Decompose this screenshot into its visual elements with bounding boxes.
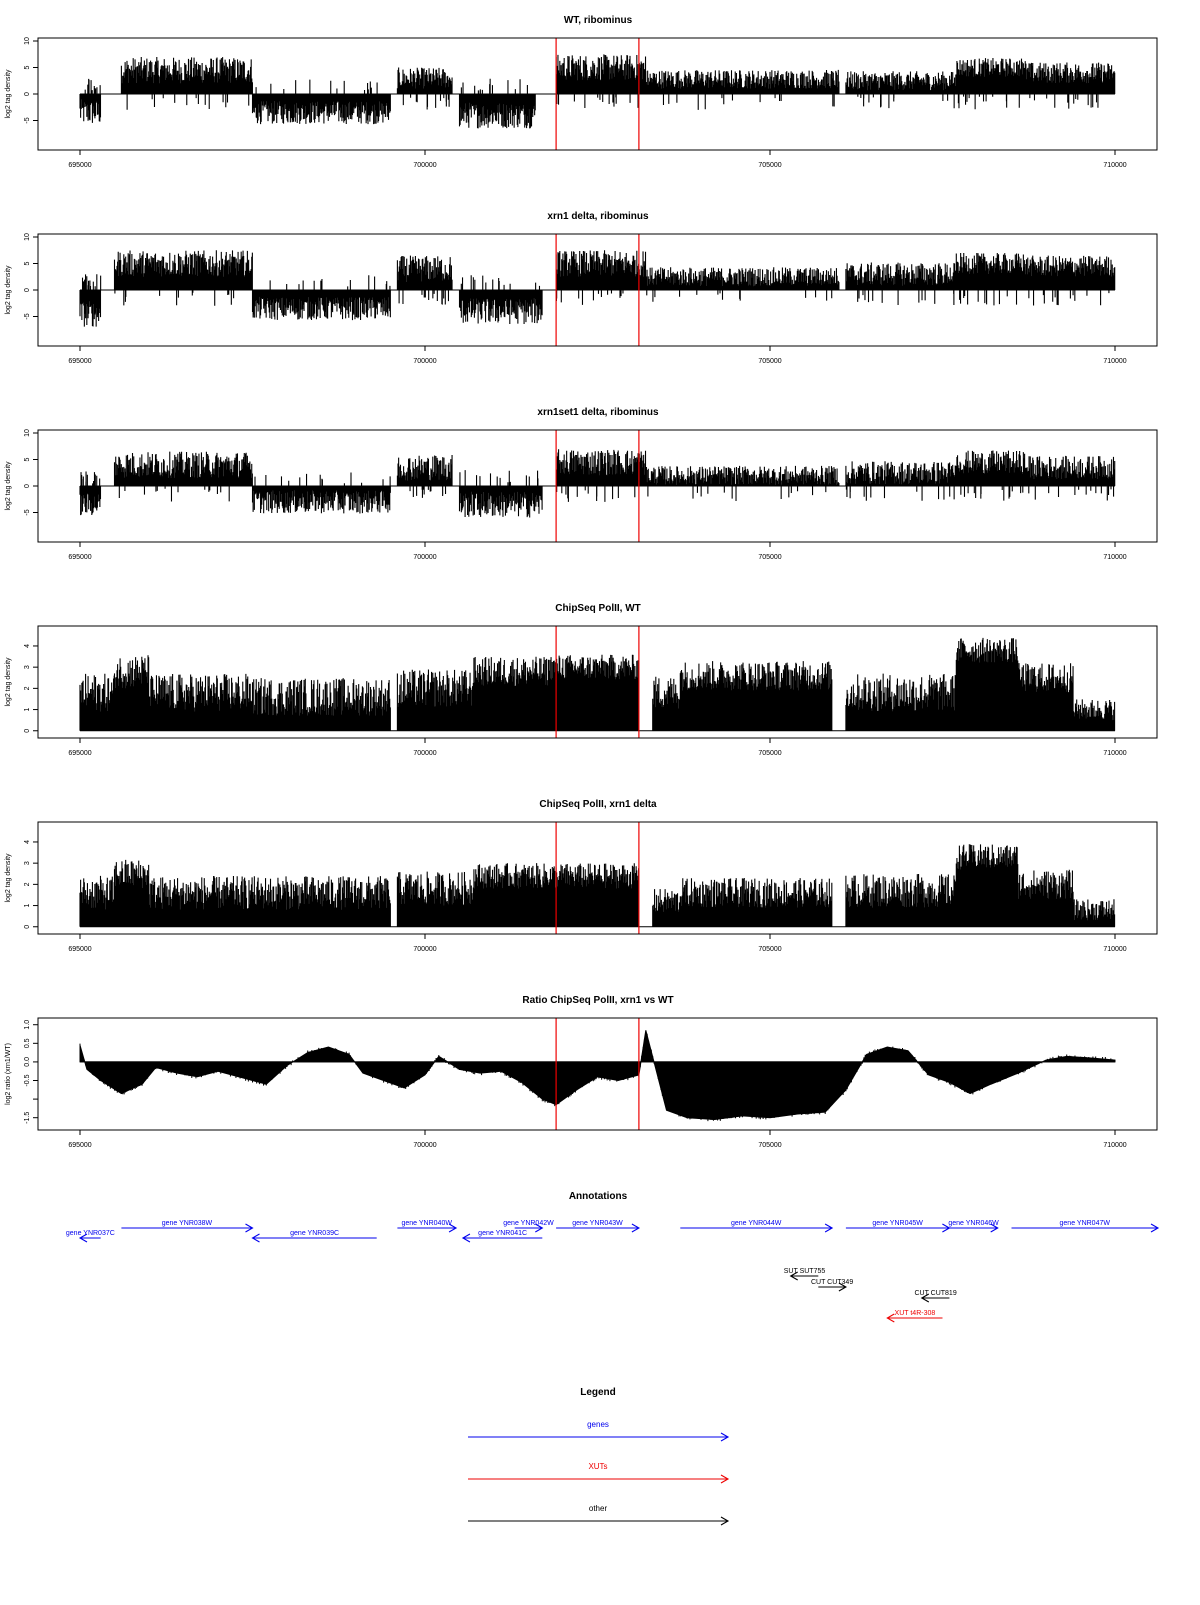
x-tick-label: 705000	[758, 554, 782, 561]
x-tick-label: 695000	[68, 1142, 92, 1149]
x-tick-label: 700000	[413, 1142, 437, 1149]
y-tick-label: 1	[24, 707, 31, 712]
chart-panel-4	[5, 603, 1157, 757]
y-tick-label: 2	[24, 882, 31, 887]
legend-arrow	[468, 1475, 728, 1483]
x-tick-label: 700000	[413, 162, 437, 169]
feature-label: XUT t4R-308	[894, 1310, 936, 1317]
chart-title: xrn1set1 delta, ribominus	[537, 407, 659, 418]
data-bars	[80, 844, 1115, 926]
feature-label: CUT CUT349	[810, 1279, 854, 1286]
y-tick-label: 10	[24, 37, 31, 45]
y-tick-label: 0	[24, 728, 31, 733]
chart-title: xrn1 delta, ribominus	[547, 211, 649, 222]
legend-title: Legend	[580, 1387, 616, 1398]
y-tick-label: 0	[24, 288, 31, 292]
feature-label: gene YNR037C	[65, 1230, 115, 1237]
x-tick-label: 695000	[68, 162, 92, 169]
feature-label: gene YNR038W	[161, 1220, 213, 1227]
x-tick-label: 710000	[1103, 162, 1127, 169]
feature-label: gene YNR040W	[401, 1220, 452, 1227]
y-tick-label: -5	[24, 509, 31, 516]
y-tick-label: 0.0	[24, 1057, 31, 1067]
feature-label: gene YNR041C	[478, 1230, 528, 1237]
x-tick-label: 710000	[1103, 358, 1127, 365]
feature-label: gene YNR045W	[872, 1220, 923, 1227]
y-tick-label: 5	[24, 261, 31, 266]
annotations-panel	[66, 1191, 1158, 1322]
feature-label: gene YNR046W	[948, 1220, 999, 1227]
x-tick-label: 695000	[68, 358, 92, 365]
legend-panel	[468, 1387, 728, 1525]
y-axis-label: log2 ratio (xrn1/WT)	[5, 1043, 12, 1105]
x-tick-label: 695000	[68, 946, 92, 953]
chart-panel-2	[5, 211, 1157, 365]
x-tick-label: 705000	[758, 162, 782, 169]
y-tick-label: 0.5	[24, 1038, 31, 1049]
x-tick-label: 710000	[1103, 750, 1127, 757]
legend-item-label: genes	[587, 1420, 609, 1429]
chart-series	[80, 54, 1115, 128]
y-tick-label: 5	[24, 457, 31, 462]
x-tick-label: 700000	[413, 750, 437, 757]
y-tick-label: 2	[24, 686, 31, 691]
y-tick-label: 10	[24, 429, 31, 437]
x-tick-label: 700000	[413, 946, 437, 953]
chart-panel-6	[5, 995, 1157, 1149]
y-tick-label: 0	[24, 924, 31, 929]
feature-label: gene YNR044W	[730, 1220, 782, 1227]
chart-title: ChipSeq PolII, xrn1 delta	[539, 799, 657, 810]
y-tick-label: 1.0	[24, 1019, 31, 1030]
chart-series	[80, 449, 1115, 517]
chart-title: Ratio ChipSeq PolII, xrn1 vs WT	[522, 995, 674, 1006]
x-tick-label: 710000	[1103, 946, 1127, 953]
x-tick-label: 695000	[68, 750, 92, 757]
y-axis-label: log2 tag density	[5, 265, 12, 315]
x-tick-label: 705000	[758, 1142, 782, 1149]
feature-label: CUT CUT819	[914, 1290, 957, 1297]
legend-item-label: other	[588, 1504, 608, 1513]
chart-panel-1	[5, 15, 1157, 169]
y-tick-label: -5	[24, 117, 31, 124]
y-tick-label: -5	[24, 313, 31, 320]
y-tick-label: 4	[24, 644, 31, 648]
data-bars	[80, 250, 1115, 326]
chart-title: ChipSeq PolII, WT	[555, 603, 641, 614]
legend-arrow	[468, 1517, 728, 1525]
y-tick-label: 10	[24, 233, 31, 241]
legend-arrow	[468, 1433, 728, 1441]
y-axis-label: log2 tag density	[5, 657, 12, 707]
x-tick-label: 705000	[758, 358, 782, 365]
data-bars	[80, 449, 1115, 517]
chart-panel-5	[5, 799, 1157, 953]
y-tick-label: -0.5	[24, 1074, 31, 1087]
x-tick-label: 695000	[68, 554, 92, 561]
y-tick-label: 0	[24, 484, 31, 488]
y-tick-label: 0	[24, 92, 31, 96]
y-axis-label: log2 tag density	[5, 461, 12, 511]
y-tick-label: 3	[24, 861, 31, 866]
feature-label: SUT SUT755	[783, 1268, 826, 1275]
chart-series	[80, 1030, 1115, 1121]
y-tick-label: 1	[24, 903, 31, 908]
x-tick-label: 705000	[758, 750, 782, 757]
feature-label: gene YNR043W	[572, 1220, 623, 1227]
data-bars	[80, 638, 1115, 731]
y-axis-label: log2 tag density	[5, 853, 12, 903]
y-axis-label: log2 tag density	[5, 69, 12, 119]
y-tick-label: 3	[24, 665, 31, 670]
x-tick-label: 700000	[413, 358, 437, 365]
x-tick-label: 710000	[1103, 1142, 1127, 1149]
chart-series	[80, 250, 1115, 326]
chart-title: WT, ribominus	[563, 15, 633, 26]
feature-label: gene YNR042W	[503, 1220, 554, 1227]
annotations-title: Annotations	[568, 1191, 628, 1202]
feature-label: gene YNR047W	[1059, 1220, 1110, 1227]
x-tick-label: 710000	[1103, 554, 1127, 561]
chart-series	[80, 844, 1115, 926]
feature-label: gene YNR039C	[290, 1230, 340, 1237]
chart-series	[80, 638, 1115, 731]
y-tick-label: 5	[24, 65, 31, 70]
x-tick-label: 700000	[413, 554, 437, 561]
y-tick-label: 4	[24, 840, 31, 844]
x-tick-label: 705000	[758, 946, 782, 953]
y-tick-label: -1.5	[24, 1111, 31, 1124]
data-bars	[80, 54, 1115, 128]
legend-item-label: XUTs	[588, 1462, 608, 1471]
chart-panel-3	[5, 407, 1157, 561]
